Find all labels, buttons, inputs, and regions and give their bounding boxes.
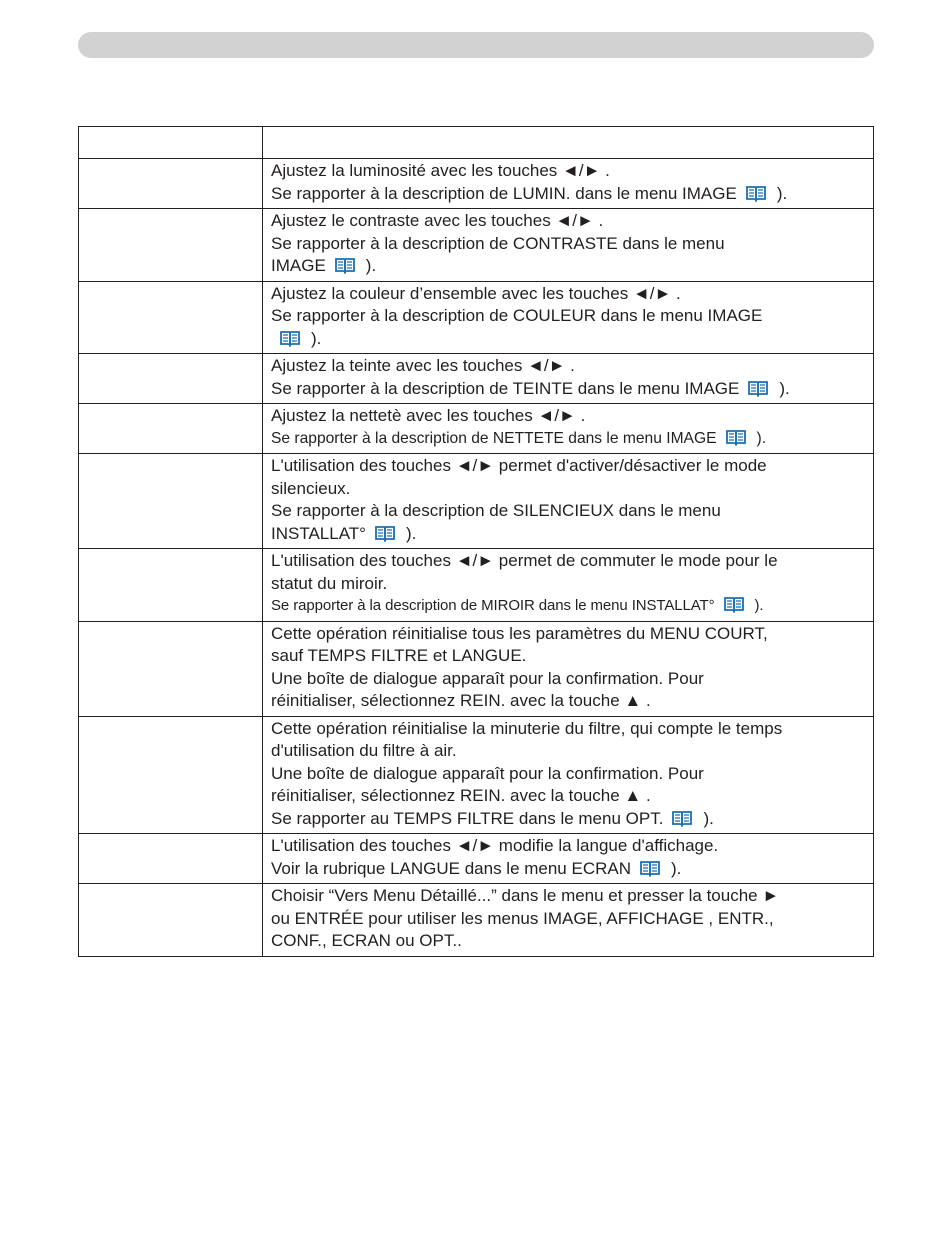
book-reference-icon [747,380,769,397]
description-line [271,645,867,668]
table-row [79,404,874,454]
description-text: ou ENTRÉE pour utiliser les menus IMAGE, AFFICHAGE , ENTR., [271,908,774,928]
description-text-end: ). [776,183,788,203]
description-line [271,785,867,808]
description-text: Ajustez le contraste avec les touches ◄/► . [271,211,604,230]
book-reference-icon [671,810,693,827]
description-text: Ajustez la nettetè avec les touches ◄/► . [271,406,586,425]
description-text: réinitialiser, sélectionnez REIN. avec la touche ▲ . [271,786,651,805]
description-line [271,858,867,881]
description-text-end: ). [365,256,377,275]
description-cell [263,404,874,454]
description-text-end: ). [779,378,790,398]
description-cell [263,454,874,549]
description-text: Se rapporter à la description de CONTRASTE dans le menu [271,233,725,253]
header-bar [78,32,874,58]
description-line [271,405,867,428]
description-line [271,808,867,831]
item-cell [79,209,263,282]
description-line [271,455,867,478]
description-text: Se rapporter à la description de MIROIR dans le menu INSTALLAT° [271,597,715,614]
description-text: L'utilisation des touches ◄/► permet d'activer/désactiver le mode [271,456,767,475]
description-cell [263,884,874,957]
item-cell [79,884,263,957]
item-cell [79,621,263,716]
description-cell [263,549,874,622]
description-text: sauf TEMPS FILTRE et LANGUE. [271,646,527,665]
description-line [271,573,867,596]
book-reference-icon [334,257,356,274]
description-text: d'utilisation du filtre à air. [271,741,457,760]
description-text-end: ). [311,328,322,348]
description-cell [263,209,874,282]
table-row [79,159,874,209]
book-reference-icon [745,185,767,202]
description-cell [263,716,874,834]
description-text: statut du miroir. [271,573,388,593]
description-text: CONF., ECRAN ou OPT.. [271,931,462,950]
description-line [271,233,867,256]
description-text: Une boîte de dialogue apparaît pour la confirmation. Pour [271,763,704,783]
description-text: silencieux. [271,478,351,498]
item-cell [79,549,263,622]
description-cell [263,354,874,404]
description-line [271,550,867,573]
item-cell [79,454,263,549]
description-line [271,885,867,908]
description-line [271,255,867,278]
description-line [271,500,867,523]
description-line [271,740,867,763]
description-text: Cette opération réinitialise tous les paramètres du MENU COURT, [271,623,768,643]
description-text: Se rapporter à la description de SILENCIEUX dans le menu [271,501,721,520]
description-line [271,355,867,378]
description-line [271,328,867,351]
description-line [271,623,867,646]
table-row [79,354,874,404]
description-line [271,908,867,931]
description-text: Cette opération réinitialise la minuterie du filtre, qui compte le temps [271,718,783,738]
item-cell [79,159,263,209]
description-line [271,160,867,183]
description-text: Ajustez la teinte avec les touches ◄/► . [271,356,575,375]
description-text: Se rapporter au TEMPS FILTRE dans le menu OPT. [271,808,664,828]
description-text-end: ). [756,429,767,447]
description-text: Se rapporter à la description de LUMIN. dans le menu IMAGE [271,183,737,203]
description-line [271,283,867,306]
book-reference-icon [374,525,396,542]
description-cell [263,834,874,884]
description-line [271,428,867,451]
description-line [271,305,867,328]
item-cell [79,281,263,354]
description-text: Une boîte de dialogue apparaît pour la confirmation. Pour [271,668,704,688]
description-line [271,210,867,233]
description-text-end: ). [671,858,682,878]
description-text-end: ). [405,523,417,543]
description-line [271,690,867,713]
table-row [79,834,874,884]
header-cell-item [79,127,263,159]
table-row [79,716,874,834]
description-cell [263,621,874,716]
description-cell [263,281,874,354]
table-row [79,454,874,549]
item-cell [79,716,263,834]
description-text-end: ). [703,808,714,828]
description-line [271,183,867,206]
description-text: INSTALLAT° [271,523,366,543]
table-row [79,621,874,716]
item-cell [79,404,263,454]
description-line [271,478,867,501]
book-reference-icon [725,429,747,446]
book-reference-icon [639,860,661,877]
item-cell [79,834,263,884]
table-row [79,281,874,354]
description-text: Ajustez la couleur d’ensemble avec les touches ◄/► . [271,283,681,303]
book-reference-icon [279,330,301,347]
description-text-end: ). [754,597,764,614]
description-text: Ajustez la luminosité avec les touches ◄/► . [271,161,610,180]
description-text: réinitialiser, sélectionnez REIN. avec la touche ▲ . [271,691,651,710]
description-text: Choisir “Vers Menu Détaillé...” dans le menu et presser la touche ► [271,886,780,905]
description-line [271,378,867,401]
description-line [271,668,867,691]
description-text: Se rapporter à la description de COULEUR dans le menu IMAGE [271,306,763,325]
description-line [271,523,867,546]
description-text: Se rapporter à la description de TEINTE dans le menu IMAGE [271,378,740,398]
description-line [271,835,867,858]
item-cell [79,354,263,404]
description-line [271,930,867,953]
description-line [271,763,867,786]
book-reference-icon [723,596,745,613]
description-line [271,718,867,741]
menu-table [78,126,874,957]
table-row [79,209,874,282]
table-row [79,884,874,957]
description-text: Voir la rubrique LANGUE dans le menu ECRAN [271,858,631,878]
header-cell-description [263,127,874,159]
description-text: L'utilisation des touches ◄/► modifie la langue d'affichage. [271,836,719,855]
description-line [271,595,867,618]
table-row [79,549,874,622]
description-text: L'utilisation des touches ◄/► permet de commuter le mode pour le [271,551,778,570]
description-cell [263,159,874,209]
description-text: IMAGE [271,256,326,275]
description-text: Se rapporter à la description de NETTETE dans le menu IMAGE [271,429,717,447]
table-header-row [79,127,874,159]
